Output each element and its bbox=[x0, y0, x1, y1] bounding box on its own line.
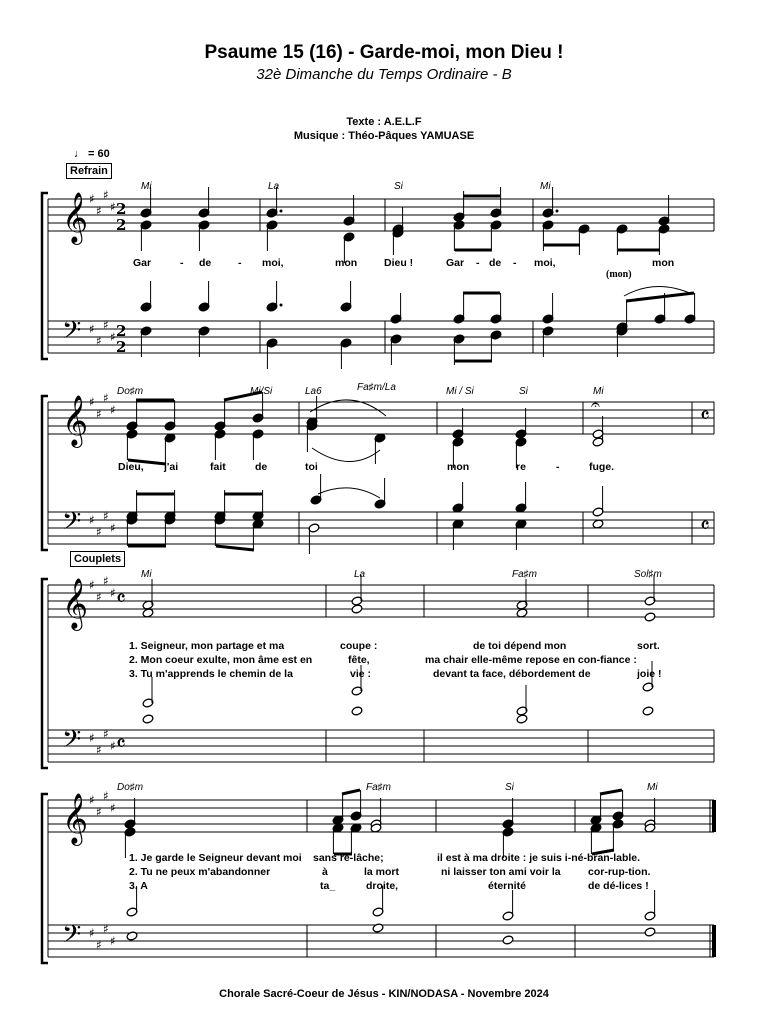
lyric: de bbox=[489, 257, 502, 269]
chord-symbol: Fa♯m/La bbox=[357, 382, 396, 393]
verse-text: de toi dépend mon bbox=[473, 640, 567, 652]
system-bracket bbox=[42, 193, 48, 359]
chord-symbol: Mi/Si bbox=[250, 386, 273, 397]
note-head bbox=[351, 706, 363, 716]
svg-text:♯: ♯ bbox=[89, 731, 95, 745]
chord-symbol: Mi bbox=[141, 569, 152, 580]
lyric: - bbox=[556, 461, 560, 473]
verse-text: ta_ bbox=[320, 880, 336, 892]
verse-text: à bbox=[322, 866, 328, 878]
chord-symbol: La6 bbox=[305, 386, 322, 397]
chord-symbol: La bbox=[268, 181, 280, 192]
note-head bbox=[644, 927, 656, 937]
lyric: - bbox=[180, 257, 184, 269]
svg-text:𝄢: 𝄢 bbox=[62, 920, 82, 955]
verse-text: cor-rup-tion. bbox=[588, 866, 651, 878]
chord-symbol: Mi / Si bbox=[446, 386, 474, 397]
svg-text:♯: ♯ bbox=[96, 590, 102, 604]
system-bracket bbox=[42, 396, 48, 550]
note-head bbox=[642, 706, 654, 716]
svg-text:𝄞: 𝄞 bbox=[62, 578, 89, 629]
svg-text:♯: ♯ bbox=[96, 743, 102, 757]
lyric: fait bbox=[210, 461, 226, 473]
lyric: mon bbox=[447, 461, 470, 473]
music-credit: Musique : Théo-Pâques YAMUASE bbox=[293, 130, 475, 142]
verse-text: 1. Je garde le Seigneur devant moi bbox=[129, 852, 302, 864]
svg-text:♯: ♯ bbox=[96, 407, 102, 421]
svg-text:𝄢: 𝄢 bbox=[62, 507, 82, 542]
lyric: toi bbox=[305, 461, 318, 473]
slur bbox=[312, 448, 380, 462]
refrain-label: Refrain bbox=[66, 163, 112, 179]
svg-text:♯: ♯ bbox=[103, 509, 109, 523]
svg-text:𝄞: 𝄞 bbox=[62, 192, 89, 243]
svg-text:♯: ♯ bbox=[103, 922, 109, 936]
verse-text: la mort bbox=[364, 866, 400, 878]
verse-text: sans re-lâche; bbox=[313, 852, 384, 864]
verse-text: ma chair elle-même repose en con-fiance : bbox=[425, 654, 637, 666]
svg-text:♯: ♯ bbox=[89, 395, 95, 409]
verse-text: éternité bbox=[488, 880, 526, 892]
verse-text: joie ! bbox=[637, 668, 662, 680]
svg-text:♯: ♯ bbox=[110, 801, 116, 815]
svg-text:♯: ♯ bbox=[96, 334, 102, 348]
svg-text:𝄴: 𝄴 bbox=[700, 514, 710, 539]
svg-text:𝄢: 𝄢 bbox=[62, 725, 82, 760]
svg-text:♯: ♯ bbox=[110, 521, 116, 535]
svg-text:♯: ♯ bbox=[96, 525, 102, 539]
lyric: fuge. bbox=[589, 461, 615, 473]
verse-text: 3. A bbox=[129, 880, 148, 892]
lyric: Dieu ! bbox=[384, 257, 414, 269]
beam bbox=[216, 546, 254, 550]
svg-text:2: 2 bbox=[116, 216, 127, 234]
verse-text: fête, bbox=[348, 654, 370, 666]
svg-text:2: 2 bbox=[116, 200, 127, 218]
lyric: - bbox=[476, 257, 480, 269]
chord-symbol: Fa♯m bbox=[512, 569, 537, 580]
svg-text:♯: ♯ bbox=[103, 574, 109, 588]
verse-text: coupe : bbox=[340, 640, 378, 652]
svg-text:♯: ♯ bbox=[103, 188, 109, 202]
svg-text:♯: ♯ bbox=[96, 938, 102, 952]
beam bbox=[342, 790, 360, 794]
lyric: Dieu, bbox=[118, 461, 144, 473]
svg-text:𝄞: 𝄞 bbox=[62, 793, 89, 844]
svg-text:2: 2 bbox=[116, 338, 127, 356]
lyric: Gar bbox=[133, 257, 152, 269]
chord-symbol: Do♯m bbox=[117, 386, 144, 397]
page-title: Psaume 15 (16) - Garde-moi, mon Dieu ! bbox=[204, 42, 564, 63]
chord-symbol: Do♯m bbox=[117, 782, 144, 793]
verse-text: devant ta face, débordement de bbox=[433, 668, 591, 680]
beam bbox=[600, 790, 622, 794]
verse-text: il est à ma droite : je suis i-né-bran-lable. bbox=[437, 852, 641, 864]
verse-text: droite, bbox=[366, 880, 399, 892]
note-head bbox=[502, 935, 514, 945]
svg-text:♯: ♯ bbox=[110, 934, 116, 948]
svg-text:♯: ♯ bbox=[110, 586, 116, 600]
system-bracket bbox=[42, 794, 48, 963]
verse-text: de dé-lices ! bbox=[588, 880, 649, 892]
verse-text: 1. Seigneur, mon partage et ma bbox=[129, 640, 285, 652]
tempo-marking: ♩ = 60 bbox=[74, 148, 110, 160]
chord-symbol: Mi bbox=[593, 386, 604, 397]
svg-text:♯: ♯ bbox=[89, 793, 95, 807]
svg-text:♯: ♯ bbox=[110, 403, 116, 417]
slur bbox=[318, 488, 380, 498]
lyric: moi, bbox=[534, 257, 556, 269]
svg-text:♯: ♯ bbox=[110, 200, 116, 214]
note-head bbox=[142, 714, 154, 724]
svg-text:♯: ♯ bbox=[89, 192, 95, 206]
svg-text:♯: ♯ bbox=[110, 330, 116, 344]
svg-text:♯: ♯ bbox=[96, 805, 102, 819]
verse-text: 2. Tu ne peux m'abandonner bbox=[129, 866, 271, 878]
page-subtitle: 32è Dimanche du Temps Ordinaire - B bbox=[256, 66, 512, 83]
svg-text:𝄢: 𝄢 bbox=[62, 316, 82, 351]
chord-symbol: La bbox=[354, 569, 366, 580]
note-head bbox=[126, 931, 138, 941]
svg-text:♯: ♯ bbox=[96, 204, 102, 218]
note-head bbox=[351, 604, 363, 614]
chord-symbol: Mi bbox=[647, 782, 658, 793]
text-credit: Texte : A.E.L.F bbox=[346, 116, 422, 128]
system-bracket bbox=[42, 579, 48, 768]
lyric: mon bbox=[335, 257, 358, 269]
verse-text: ni laisser ton ami voir la bbox=[441, 866, 561, 878]
lyric: j'ai bbox=[164, 461, 179, 473]
svg-text:♯: ♯ bbox=[110, 739, 116, 753]
svg-text:♯: ♯ bbox=[89, 926, 95, 940]
chord-symbol: Si bbox=[394, 181, 403, 192]
svg-text:♯: ♯ bbox=[103, 391, 109, 405]
verse-text: sort. bbox=[637, 640, 660, 652]
verse-text: 2. Mon coeur exulte, mon âme est en bbox=[129, 654, 313, 666]
svg-text:♯: ♯ bbox=[103, 789, 109, 803]
lyric: - bbox=[238, 257, 242, 269]
alternate-lyric: (mon) bbox=[606, 269, 632, 280]
svg-text:♯: ♯ bbox=[89, 322, 95, 336]
svg-text:𝄴: 𝄴 bbox=[116, 732, 126, 757]
page-footer: Chorale Sacré-Coeur de Jésus - KIN/NODASA - Novembre 2024 bbox=[219, 988, 549, 1000]
chord-symbol: Si bbox=[505, 782, 514, 793]
beam bbox=[626, 293, 694, 301]
chord-symbol: Mi bbox=[141, 181, 152, 192]
lyric: de bbox=[199, 257, 212, 269]
svg-text:♯: ♯ bbox=[89, 513, 95, 527]
svg-text:♯: ♯ bbox=[103, 318, 109, 332]
svg-text:𝄴: 𝄴 bbox=[116, 587, 126, 612]
svg-text:♯: ♯ bbox=[103, 727, 109, 741]
lyric: - bbox=[513, 257, 517, 269]
lyric: Gar bbox=[446, 257, 465, 269]
lyric: mon bbox=[652, 257, 675, 269]
verse-text: vie : bbox=[350, 668, 372, 680]
svg-text:2: 2 bbox=[116, 322, 127, 340]
svg-text:♯: ♯ bbox=[89, 578, 95, 592]
lyric: de bbox=[255, 461, 268, 473]
couplets-label: Couplets bbox=[70, 551, 125, 567]
lyric: moi, bbox=[262, 257, 284, 269]
svg-text:𝄴: 𝄴 bbox=[700, 404, 710, 429]
chord-symbol: Mi bbox=[540, 181, 551, 192]
chord-symbol: Sol♯m bbox=[634, 569, 662, 580]
chord-symbol: Si bbox=[519, 386, 528, 397]
svg-text:𝄞: 𝄞 bbox=[62, 395, 89, 446]
note-head bbox=[372, 923, 384, 933]
chord-symbol: Fa♯m bbox=[366, 782, 391, 793]
verse-text: 3. Tu m'apprends le chemin de la bbox=[129, 668, 293, 680]
note-head bbox=[644, 612, 656, 622]
lyric: re bbox=[516, 461, 526, 473]
svg-text:𝄐: 𝄐 bbox=[591, 395, 600, 414]
note-head bbox=[516, 714, 528, 724]
